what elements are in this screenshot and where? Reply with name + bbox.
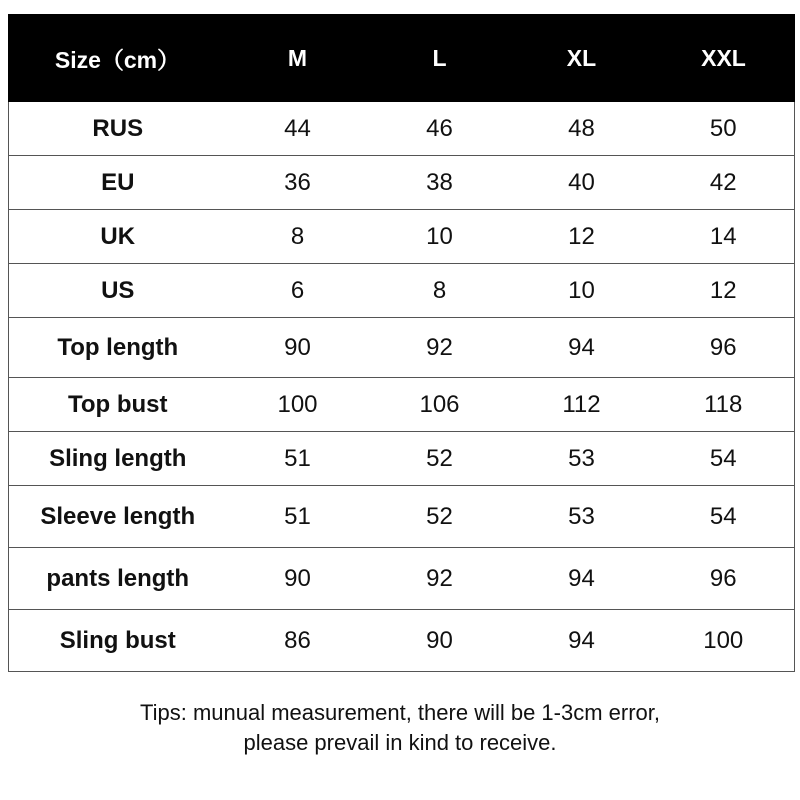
table-row [9,210,795,264]
table-cell: 106 [369,378,511,432]
header-size-unit: Size（cm） [9,15,227,102]
header-size-m: M [227,15,369,102]
table-cell: 100 [227,378,369,432]
row-label: Top bust [9,378,227,432]
table-cell: 96 [653,318,795,378]
size-chart-table [8,14,795,672]
table-cell: 96 [653,548,795,610]
header-row [9,15,795,102]
table-row [9,318,795,378]
tips-line-2: please prevail in kind to receive. [243,730,557,755]
table-cell: 52 [369,486,511,548]
table-cell: 90 [369,610,511,672]
table-cell: 54 [653,486,795,548]
row-label: RUS [9,102,227,156]
table-cell: 14 [653,210,795,264]
table-row [9,548,795,610]
table-cell: 12 [511,210,653,264]
row-label: Top length [9,318,227,378]
table-cell: 10 [369,210,511,264]
table-row [9,102,795,156]
table-cell: 12 [653,264,795,318]
header-size-xxl: XXL [653,15,795,102]
header-size-xl: XL [511,15,653,102]
table-row [9,264,795,318]
table-body [9,102,795,672]
table-cell: 100 [653,610,795,672]
header-size-l: L [369,15,511,102]
table-cell: 90 [227,548,369,610]
table-row [9,156,795,210]
table-cell: 10 [511,264,653,318]
table-cell: 53 [511,486,653,548]
table-cell: 36 [227,156,369,210]
table-cell: 52 [369,432,511,486]
table-cell: 53 [511,432,653,486]
table-cell: 90 [227,318,369,378]
table-cell: 8 [369,264,511,318]
row-label: Sling length [9,432,227,486]
table-cell: 94 [511,548,653,610]
tips-note [0,698,800,758]
table-cell: 50 [653,102,795,156]
table-cell: 92 [369,318,511,378]
row-label: pants length [9,548,227,610]
table-cell: 40 [511,156,653,210]
table-cell: 6 [227,264,369,318]
table-row [9,610,795,672]
table-row [9,432,795,486]
row-label: EU [9,156,227,210]
table-row [9,486,795,548]
table-cell: 51 [227,486,369,548]
table-cell: 54 [653,432,795,486]
tips-line-1: Tips: munual measurement, there will be 1-3cm error, [139,700,661,725]
row-label: Sling bust [9,610,227,672]
table-row [9,378,795,432]
table-cell: 94 [511,318,653,378]
table-cell: 92 [369,548,511,610]
table-cell: 51 [227,432,369,486]
table-cell: 112 [511,378,653,432]
table-cell: 94 [511,610,653,672]
table-cell: 118 [653,378,795,432]
table-cell: 86 [227,610,369,672]
row-label: Sleeve length [9,486,227,548]
row-label: UK [9,210,227,264]
row-label: US [9,264,227,318]
table-cell: 46 [369,102,511,156]
table-cell: 42 [653,156,795,210]
table-cell: 38 [369,156,511,210]
table-cell: 48 [511,102,653,156]
table-cell: 8 [227,210,369,264]
table-cell: 44 [227,102,369,156]
